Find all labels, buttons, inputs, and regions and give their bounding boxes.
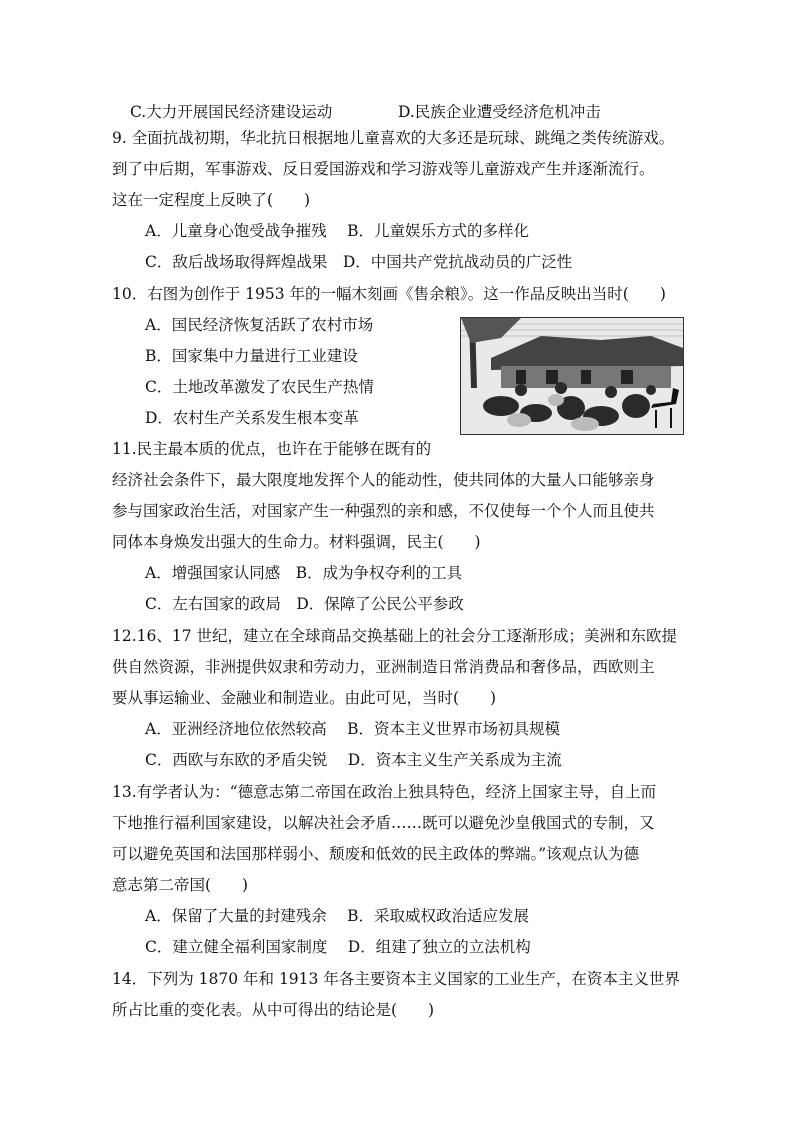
q13-stem-line-3: 可以避免英国和法国那样弱小、颓废和低效的民主政体的弊端。”该观点认为德	[112, 845, 640, 863]
q11-stem-line-4: 同体本身焕发出强大的生命力。材料强调，民主( )	[112, 533, 481, 551]
q14-stem-line-2: 所占比重的变化表。从中可得出的结论是( )	[112, 1001, 435, 1019]
q10-option-d: D．农村生产关系发生根本变革	[145, 409, 359, 427]
q12-stem-line-1: 12.16、17 世纪，建立在全球商品交换基础上的社会分工逐渐形成；美洲和东欧提	[112, 627, 678, 645]
q12-stem-line-2: 供自然资源，非洲提供奴隶和劳动力，亚洲制造日常消费品和奢侈品，西欧则主	[112, 658, 655, 676]
q9-stem-line-3: 这在一定程度上反映了( )	[112, 191, 311, 209]
q13-options-cd: C．建立健全福利国家制度 D．组建了独立的立法机构	[145, 938, 531, 956]
q9-stem-line-1: 9. 全面抗战初期，华北抗日根据地儿童喜欢的大多还是玩球、跳绳之类传统游戏。	[112, 129, 675, 147]
q9-options-ab: A．儿童身心饱受战争摧残 B．儿童娱乐方式的多样化	[145, 222, 530, 240]
q11-options-ab: A．增强国家认同感 B．成为争权夺利的工具	[145, 564, 463, 582]
q13-options-ab: A．保留了大量的封建残余 B．采取威权政治适应发展	[145, 907, 530, 925]
q8-option-d: D.民族企业遭受经济危机冲击	[398, 103, 601, 121]
q10-stem: 10．右图为创作于 1953 年的一幅木刻画《售余粮》。这一作品反映出当时( )	[112, 285, 666, 303]
q13-stem-line-2: 下地推行福利国家建设，以解决社会矛盾……既可以避免沙皇俄国式的专制，又	[112, 814, 655, 832]
woodcut-illustration	[460, 317, 684, 435]
q8-option-c: C.大力开展国民经济建设运动	[130, 103, 333, 121]
q9-options-cd: C．敌后战场取得辉煌战果 D．中国共产党抗战动员的广泛性	[145, 253, 573, 271]
q12-options-ab: A．亚洲经济地位依然较高 B．资本主义世界市场初具规模	[145, 720, 561, 738]
q14-stem-line-1: 14．下列为 1870 年和 1913 年各主要资本主义国家的工业生产，在资本主义世界	[112, 970, 680, 988]
q10-option-a: A．国民经济恢复活跃了农村市场	[145, 316, 374, 334]
q11-stem-line-3: 参与国家政治生活，对国家产生一种强烈的亲和感，不仅使每一个个人而且使共	[112, 502, 655, 520]
q10-option-b: B．国家集中力量进行工业建设	[145, 347, 358, 365]
q11-stem-line-1: 11.民主最本质的优点，也许在于能够在既有的	[112, 440, 432, 458]
q13-stem-line-4: 意志第二帝国( )	[112, 876, 249, 894]
q12-options-cd: C．西欧与东欧的矛盾尖锐 D．资本主义生产关系成为主流	[145, 751, 562, 769]
q10-option-c: C．土地改革激发了农民生产热情	[145, 378, 374, 396]
q13-stem-line-1: 13.有学者认为：“德意志第二帝国在政治上独具特色，经济上国家主导，自上而	[112, 783, 657, 801]
q11-stem-line-2: 经济社会条件下，最大限度地发挥个人的能动性，使共同体的大量人口能够亲身	[112, 471, 655, 489]
q11-options-cd: C．左右国家的政局 D．保障了公民公平参政	[145, 595, 464, 613]
q12-stem-line-3: 要从事运输业、金融业和制造业。由此可见，当时( )	[112, 689, 497, 707]
woodcut-image-icon	[461, 318, 683, 434]
q9-stem-line-2: 到了中后期，军事游戏、反日爱国游戏和学习游戏等儿童游戏产生并逐渐流行。	[112, 160, 655, 178]
